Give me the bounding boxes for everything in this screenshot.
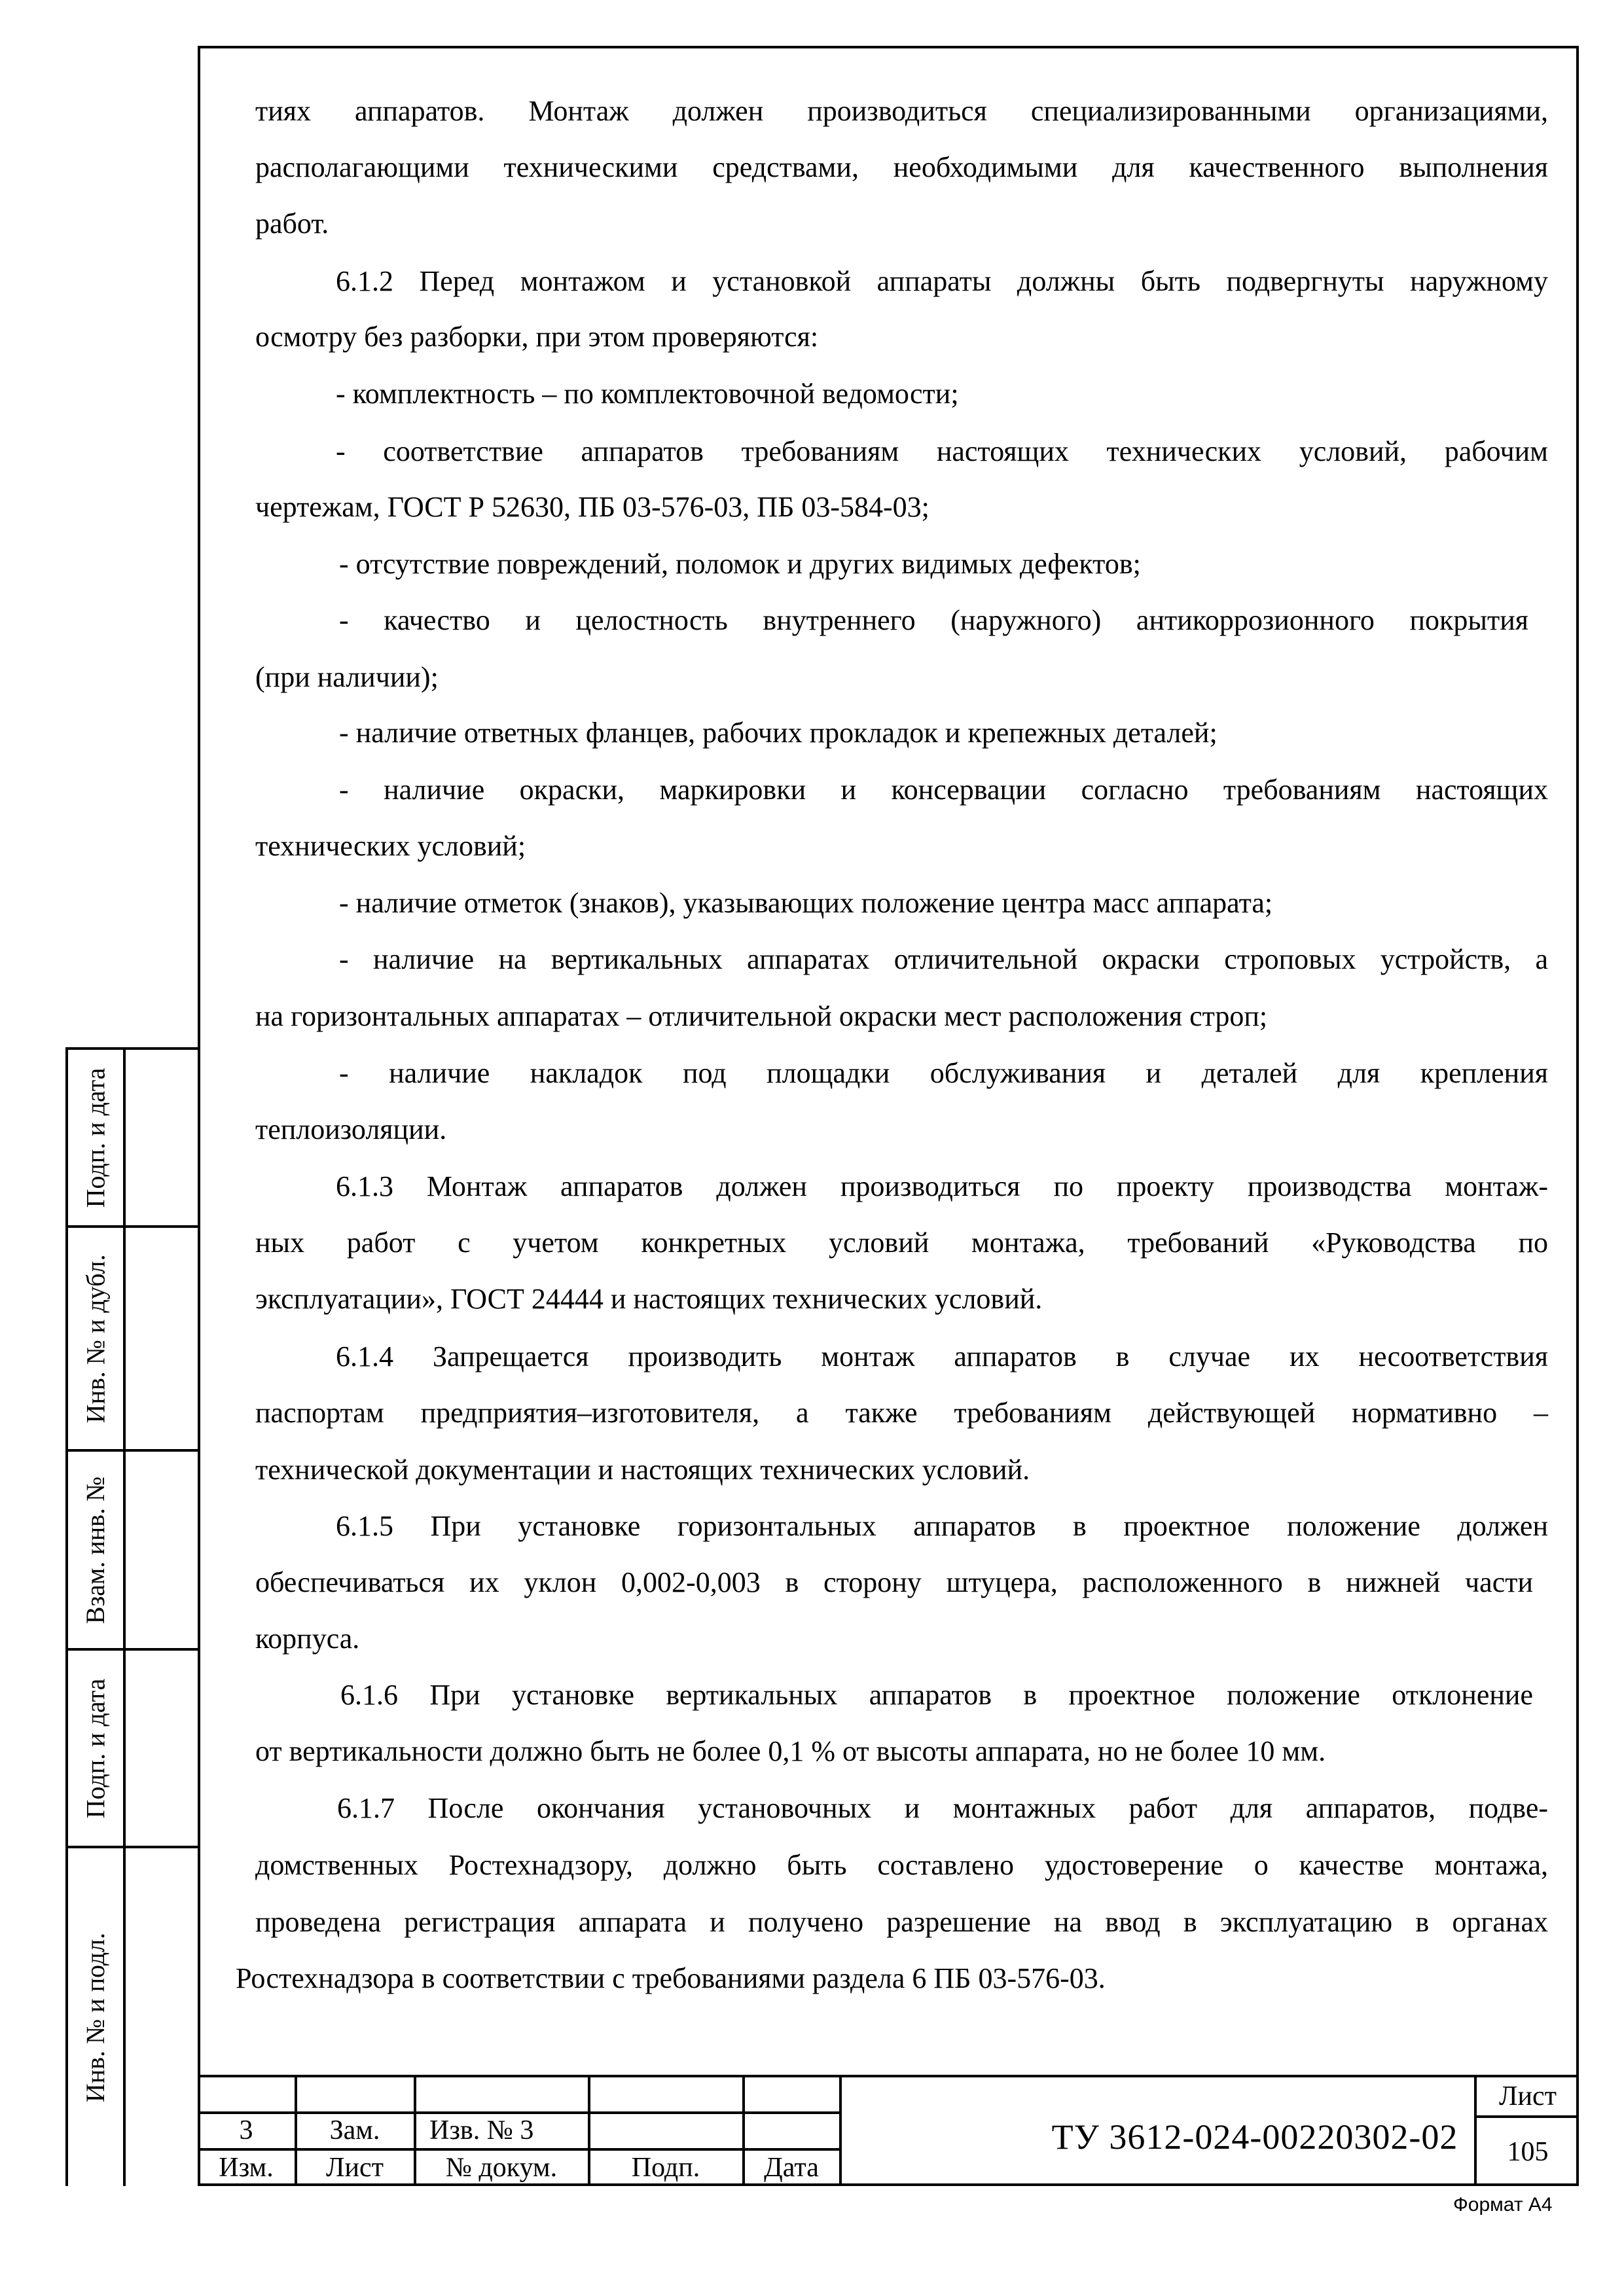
text-line: располагающими техническими средствами, необходимыми для качественного выполнения [255,151,1548,183]
document-code: ТУ 3612-024-00220302-02 [1051,2117,1458,2157]
text-line: от вертикальности должно быть не более 0,1 % от высоты аппарата, но не более 10 мм. [255,1735,1326,1767]
text-line: - наличие окраски, маркировки и консервации согласно требованиям настоящих [339,774,1548,806]
text-line: 6.1.5 При установке горизонтальных аппаратов в проектное положение должен [336,1510,1548,1542]
text-line: тиях аппаратов. Монтаж должен производиться специализированными организациями, [255,95,1548,127]
side-stamp [65,1047,198,2186]
text-line: - качество и целостность внутреннего (наружного) антикоррозионного покрытия [339,604,1528,636]
text-line: домственных Ростехнадзору, должно быть составлено удостоверение о качестве монтажа, [255,1849,1548,1881]
sheet-number: 105 [1507,2137,1549,2167]
text-line: - наличие на вертикальных аппаратах отличительной окраски строповых устройств, а [339,943,1548,975]
tb-data-header: Дата [764,2153,819,2183]
text-line: чертежам, ГОСТ Р 52630, ПБ 03-576-03, ПБ 03-584-03; [255,491,929,523]
stamp-label: Подп. и дата [81,1678,111,1818]
text-line: (при наличии); [255,661,439,693]
text-line: - наличие ответных фланцев, рабочих прокладок и крепежных деталей; [339,717,1218,749]
text-line: проведена регистрация аппарата и получено разрешение на ввод в эксплуатацию в органах [255,1906,1548,1938]
text-line: 6.1.4 Запрещается производить монтаж аппаратов в случае их несоответствия [336,1340,1548,1372]
stamp-cell-vzam-inv [68,1452,198,1651]
text-line: осмотру без разборки, при этом проверяются: [255,321,819,353]
stamp-cell-podp-data-top [68,1050,198,1228]
text-line: - наличие отметок (знаков), указывающих положение центра масс аппарата; [339,887,1273,919]
text-line: эксплуатации», ГОСТ 24444 и настоящих технических условий. [255,1283,1043,1315]
text-line: Ростехнадзора в соответствии с требованиями раздела 6 ПБ 03-576-03. [236,1962,1106,1994]
text-line: технических условий; [255,830,526,862]
stamp-label: Взам. инв. № [81,1476,111,1624]
title-block [198,2075,1579,2186]
stamp-label: Инв. № и дубл. [81,1254,111,1423]
tb-podp-header: Подп. [631,2153,700,2183]
text-line: на горизонтальных аппаратах – отличительной окраски мест расположения строп; [255,1000,1268,1032]
tb-list-value: Зам. [329,2115,380,2145]
text-line: работ. [255,207,329,240]
tb-data-value [744,2113,839,2148]
text-line: технической документации и настоящих технических условий. [255,1454,1030,1486]
text-line: теплоизоляции. [255,1113,447,1145]
sheet-label: Лист [1499,2081,1557,2111]
stamp-cell-inv-dubl [68,1228,198,1452]
text-line: корпуса. [255,1623,360,1655]
tb-ndok-header: № докум. [445,2153,558,2183]
tb-ndok-value: Изв. № 3 [429,2115,534,2145]
text-line: ных работ с учетом конкретных условий монтажа, требований «Руководства по [255,1227,1548,1259]
format-label: Формат А4 [1453,2194,1553,2215]
text-line: 6.1.2 Перед монтажом и установкой аппараты должны быть подвергнуты наружному [336,265,1548,297]
text-line: - соответствие аппаратов требованиям настоящих технических условий, рабочим [336,435,1548,467]
tb-list-header: Лист [326,2153,384,2183]
stamp-cell-podp-data [68,1651,198,1848]
text-line: 6.1.3 Монтаж аппаратов должен производиться по проекту производства монтаж- [336,1170,1548,1202]
text-line: 6.1.6 При установке вертикальных аппаратов в проектное положение отклонение [340,1679,1533,1711]
stamp-label: Инв. № и подл. [81,1932,111,2102]
text-line: обеспечиваться их уклон 0,002-0,003 в сторону штуцера, расположенного в нижней части [255,1566,1533,1598]
text-line: - наличие накладок под площадки обслуживания и деталей для крепления [339,1057,1548,1089]
stamp-label: Подп. и дата [81,1067,111,1208]
text-line: - отсутствие повреждений, поломок и других видимых дефектов; [339,548,1141,580]
text-line: паспортам предприятия–изготовителя, а также требованиям действующей нормативно – [255,1397,1548,1429]
text-line: 6.1.7 После окончания установочных и монтажных работ для аппаратов, подве- [337,1792,1548,1824]
text-line: - комплектность – по комплектовочной ведомости; [336,378,959,410]
tb-izm-value: 3 [239,2115,253,2145]
tb-izm-header: Изм. [219,2153,274,2183]
stamp-cell-inv-podl [68,1848,198,2186]
tb-podp-value [589,2113,742,2148]
